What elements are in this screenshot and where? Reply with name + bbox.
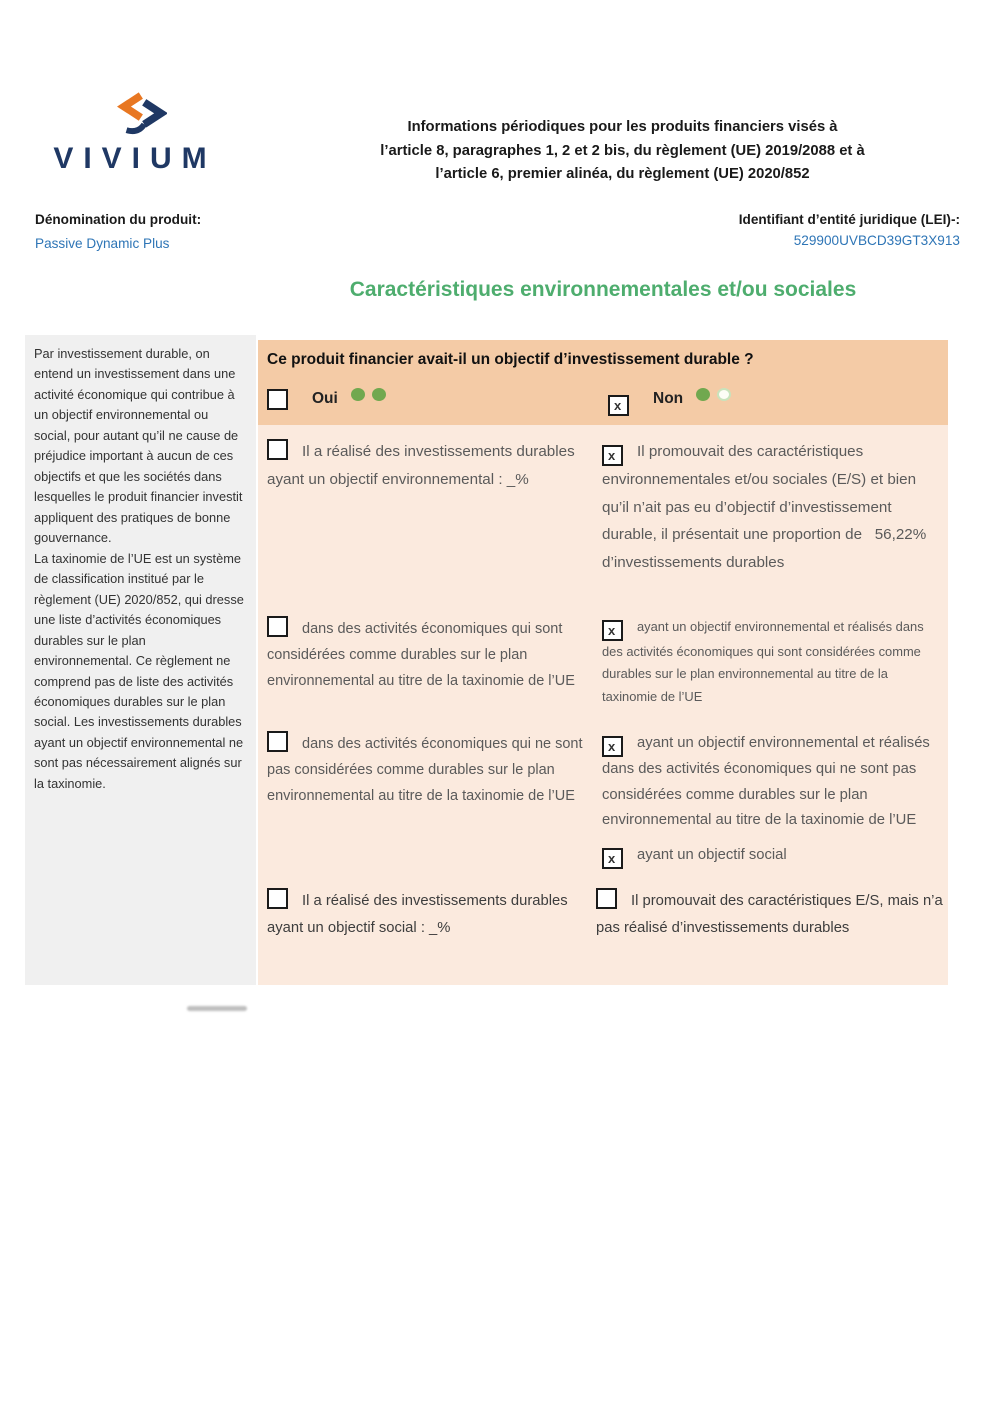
- env-taxonomy-not-aligned-checkbox[interactable]: x: [602, 736, 623, 757]
- product-block: [35, 212, 201, 251]
- checkbox-item-social-objective: [267, 888, 602, 943]
- social-objective-checkbox[interactable]: [267, 888, 288, 909]
- sidebar-paragraph-taxinomie: La taxinomie de l’UE est un système de classification institué par le règlement (UE) 2020/852, qui dresse une liste d’activités économiques durables sur le plan environnemental. Ce règlement ne comprend pas de liste des activités économiques durables sur le plan social. Les investissements durables ayant un objectif environnemental ne sont pas nécessairement alignés sur la taxinomie.: [34, 550, 244, 791]
- checkbox-item-taxonomy-aligned: [267, 616, 599, 694]
- vivium-logo-icon: [113, 90, 167, 140]
- checkbox-item-promoted-es-no-durable: [596, 888, 944, 943]
- taxonomy-aligned-checkbox[interactable]: [267, 616, 288, 637]
- item-label: ayant un objectif environnemental et réalisés dans des activités économiques qui ne sont pas considérées comme durables sur le plan environnemental au titre de la taxinomie de l’UE: [602, 735, 930, 829]
- option-oui: [267, 388, 386, 411]
- item-label: ayant un objectif social: [637, 847, 787, 863]
- lei-label: Identifiant d’entité juridique (LEI)-:: [738, 212, 960, 227]
- option-non: [608, 388, 731, 416]
- item-label: Il a réalisé des investissements durables ayant un objectif environnemental : _%: [267, 443, 575, 488]
- lei-value: 529900UVBCD39GT3X913: [793, 233, 960, 248]
- hollow-dot-icon: [717, 388, 731, 401]
- non-checkbox[interactable]: x: [608, 395, 629, 416]
- social-checkbox[interactable]: x: [602, 848, 623, 869]
- promoted-es-no-durable-checkbox[interactable]: [596, 888, 617, 909]
- vivium-wordmark: VIVIUM: [53, 142, 217, 175]
- taxonomy-not-aligned-checkbox[interactable]: [267, 731, 288, 752]
- page-artifact-dash: [187, 1006, 247, 1011]
- sustainable-objective-question-box: [258, 340, 948, 985]
- question-text: Ce produit financier avait-il un objectif d’investissement durable ?: [267, 351, 754, 368]
- product-name: Passive Dynamic Plus: [35, 236, 170, 251]
- green-dot-icon: [696, 388, 710, 401]
- item-label: dans des activités économiques qui ne sont pas considérées comme durables sur le plan environnemental au titre de la taxinomie de l’UE: [267, 736, 583, 804]
- env-taxonomy-aligned-checkbox[interactable]: x: [602, 620, 623, 641]
- lei-block: [739, 212, 960, 248]
- oui-label: Oui: [312, 390, 338, 407]
- green-dot-icon: [351, 388, 365, 401]
- question-header-band: [258, 340, 948, 425]
- promoted-es-checkbox[interactable]: x: [602, 445, 623, 466]
- item-label: Il promouvait des caractéristiques environnementales et/ou sociales (E/S) et bien qu’il n’ait pas eu d’objectif d’investissement durable, il présentait une proportion de 56,22% d’investissements durables: [602, 443, 927, 571]
- checkbox-item-env-taxonomy-not-aligned: [602, 731, 942, 834]
- regulation-header-line: Informations périodiques pour les produits financiers visés à: [407, 119, 838, 135]
- item-label: Il promouvait des caractéristiques E/S, mais n’a pas réalisé d’investissements durables: [596, 893, 943, 937]
- checkbox-item-promoted-es: [602, 438, 944, 577]
- regulation-header: [300, 116, 945, 187]
- oui-checkbox[interactable]: [267, 389, 288, 410]
- sidebar-paragraph-durable: Par investissement durable, on entend un investissement dans une activité économique qui contribue à un objectif environnemental ou social, pour autant qu’il ne cause de préjudice important à aucun de ces objectifs et que les sociétés dans lesquelles le produit financier investit appliquent des pratiques de bonne gouvernance.: [34, 346, 243, 546]
- vivium-logo: [35, 90, 225, 176]
- item-label: dans des activités économiques qui sont considérées comme durables sur le plan environnemental au titre de la taxinomie de l’UE: [267, 621, 575, 689]
- checkbox-item-social: [602, 843, 942, 869]
- checkbox-item-env-taxonomy-aligned: [602, 616, 944, 708]
- non-label: Non: [653, 390, 684, 407]
- env-objective-checkbox[interactable]: [267, 439, 288, 460]
- regulation-header-line: l’article 6, premier alinéa, du règlement (UE) 2020/852: [435, 166, 810, 183]
- item-label: Il a réalisé des investissements durables ayant un objectif social : _%: [267, 893, 568, 937]
- regulation-header-line: l’article 8, paragraphes 1, 2 et 2 bis, du règlement (UE) 2019/2088 et à: [380, 142, 865, 159]
- checkbox-item-taxonomy-not-aligned: [267, 731, 604, 809]
- page-title: Caractéristiques environnementales et/ou sociales: [349, 278, 857, 301]
- product-label: Dénomination du produit:: [35, 212, 202, 227]
- checkbox-item-env-objective: [267, 438, 597, 493]
- item-label: ayant un objectif environnemental et réalisés dans des activités économiques qui sont considérées comme durables sur le plan environnemental au titre de la taxinomie de l’UE: [602, 619, 924, 704]
- green-dot-icon: [372, 388, 386, 401]
- definitions-sidebar: [25, 335, 256, 985]
